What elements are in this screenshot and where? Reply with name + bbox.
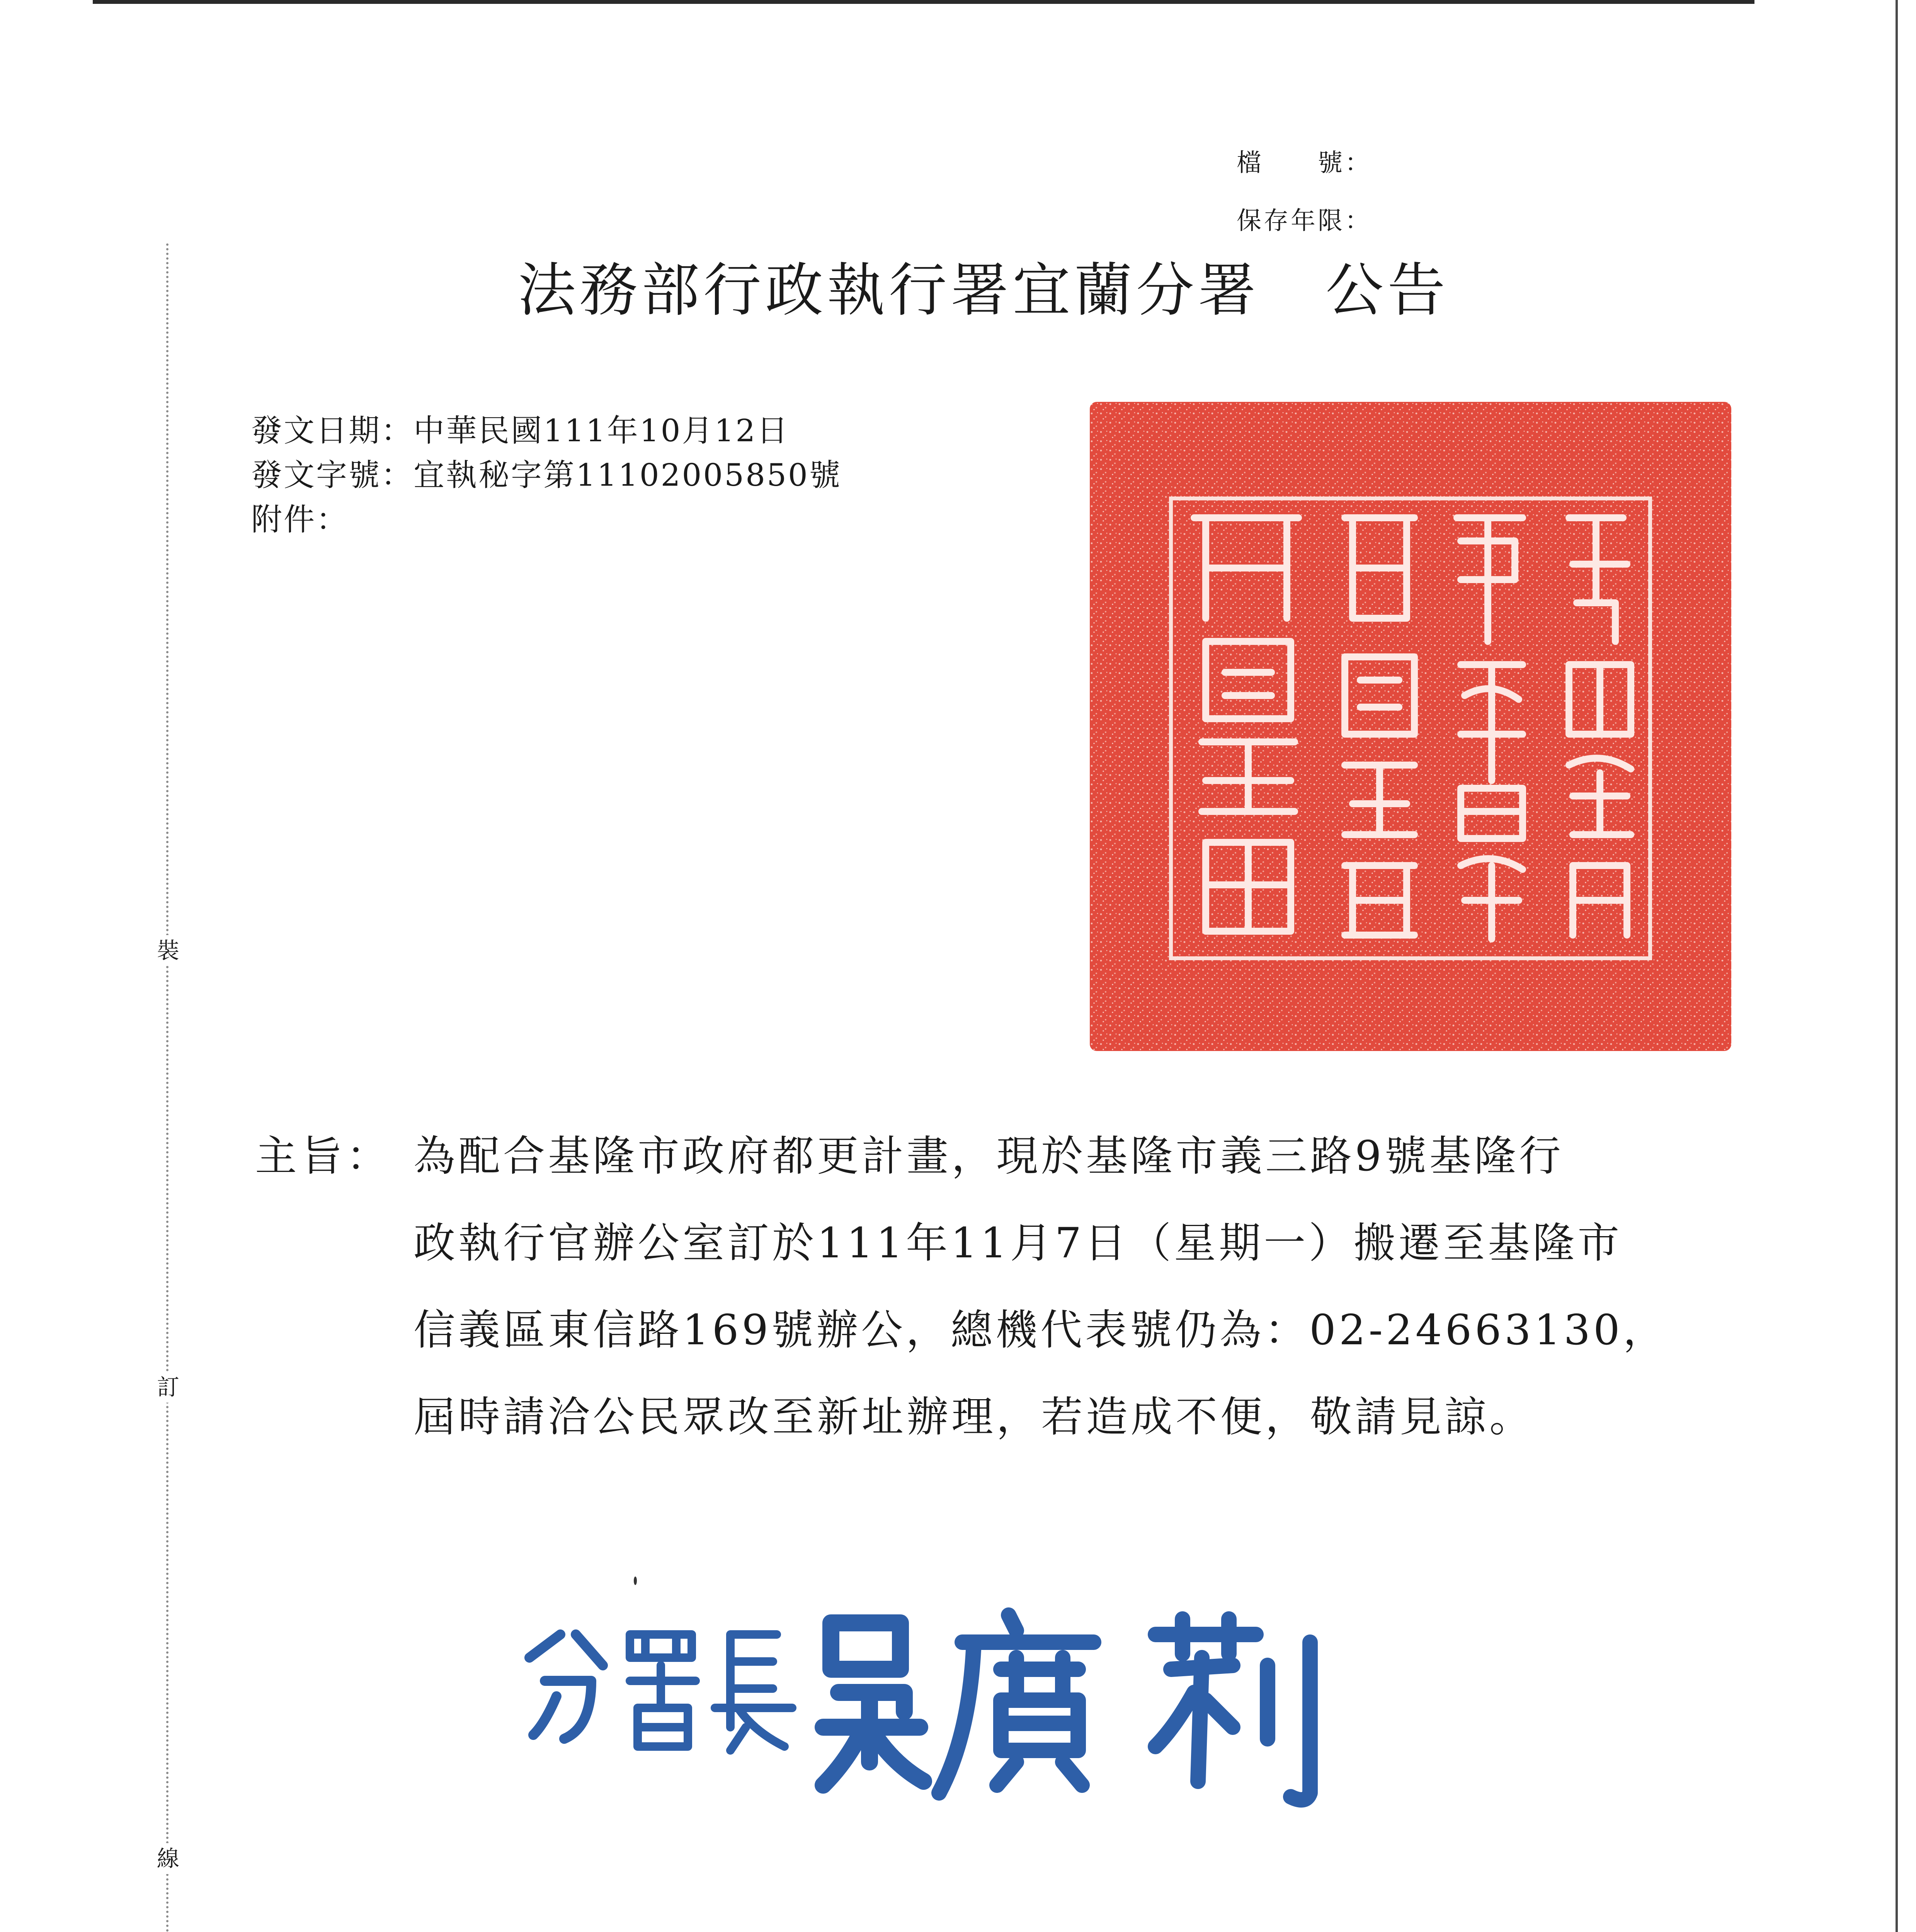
binding-line <box>166 243 168 1932</box>
subject-line: 屆時請洽公民眾改至新址辦理，若造成不便，敬請見諒。 <box>413 1393 1535 1441</box>
document-type: 公告 <box>1326 257 1450 324</box>
doc-number-row <box>251 450 842 495</box>
subject-line: 為配合基隆市政府都更計畫，現於基隆市義三路9號基隆行 <box>413 1132 1564 1180</box>
issue-date-value: 中華民國111年10月12日 <box>413 413 790 449</box>
doc-number-value: 宜執秘字第11102005850號 <box>413 457 842 493</box>
subject-line: 信義區東信路169號辦公，總機代表號仍為：02-24663130， <box>413 1306 1668 1354</box>
attachment-label: 附件： <box>251 502 349 537</box>
retention-label: 保存年限： <box>1237 207 1372 235</box>
file-number-label: 檔 號： <box>1237 149 1372 177</box>
signature-stamp <box>514 1600 1403 1816</box>
agency-name: 法務部行政執行署宜蘭分署 <box>518 257 1260 324</box>
scan-speck <box>634 1577 637 1585</box>
subject-line: 政執行官辦公室訂於111年11月7日（星期一）搬遷至基隆市 <box>413 1219 1623 1267</box>
binding-char-xian: 線 <box>153 1843 184 1874</box>
binding-char-ding: 訂 <box>153 1372 184 1403</box>
attachment-row <box>251 495 349 539</box>
binding-char-zhuang: 裝 <box>153 935 184 966</box>
official-seal-stamp <box>1090 402 1731 1051</box>
issue-date-row <box>251 406 789 450</box>
scan-border-right <box>1896 0 1898 1932</box>
page-title <box>518 243 1449 327</box>
doc-number-label: 發文字號： <box>251 457 413 493</box>
subject-label: 主旨： <box>255 1132 392 1180</box>
issue-date-label: 發文日期： <box>251 413 413 449</box>
scan-border-top <box>93 0 1754 4</box>
